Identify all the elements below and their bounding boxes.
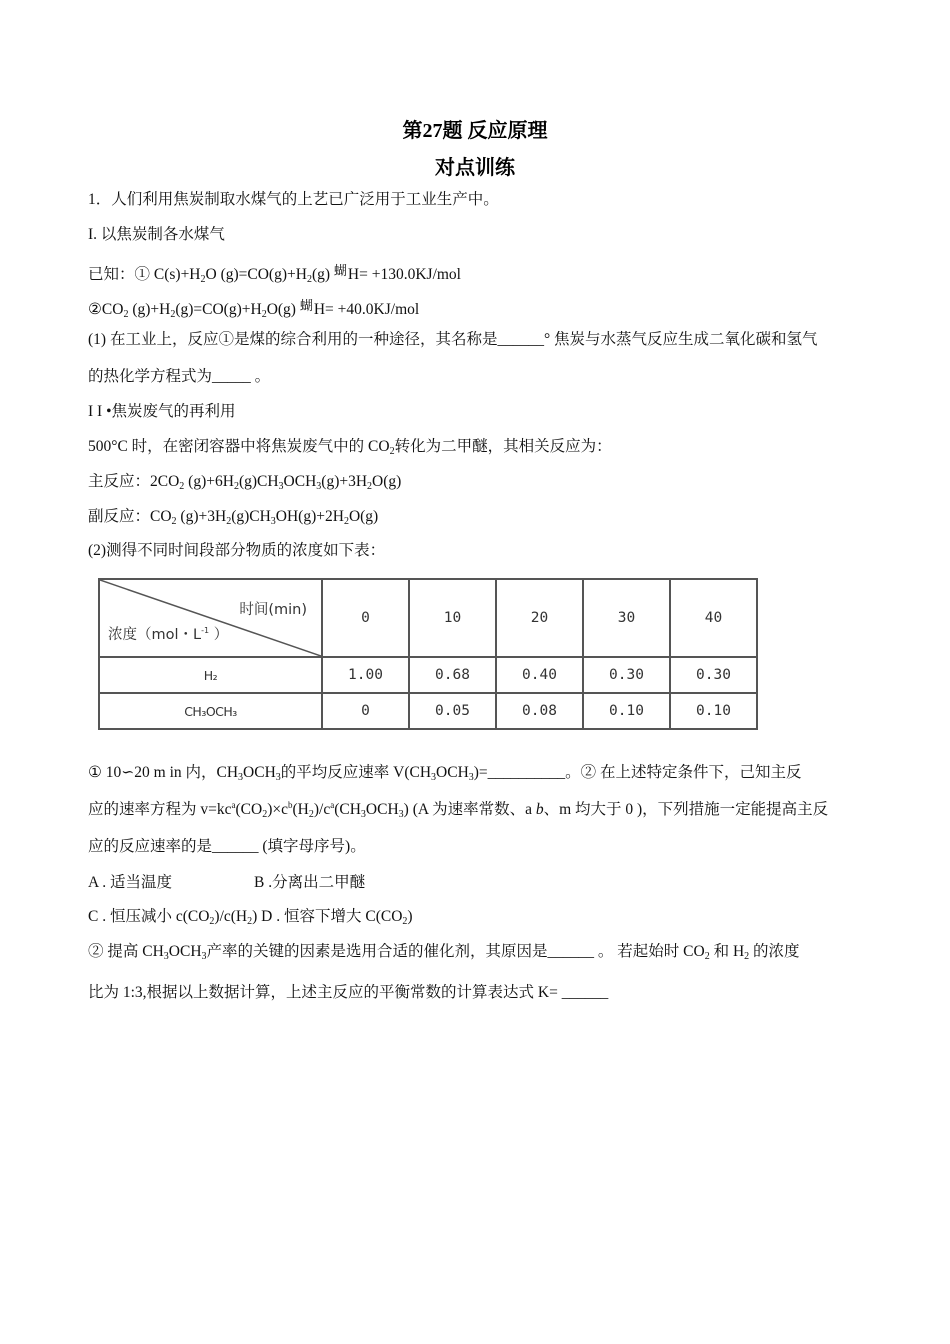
table-row <box>99 657 757 693</box>
option-b: B .分离出二甲醚 <box>254 874 366 891</box>
question-intro: 1．人们利用焦炭制取水煤气的上艺已广泛用于工业生产中。 <box>88 191 499 208</box>
equilibrium-question: 比为 1:3,根据以上数据计算，上述主反应的平衡常数的计算表达式 K= ______ <box>88 984 609 1001</box>
table-corner-cell <box>99 579 322 657</box>
table-cell: 0.30 <box>670 657 757 693</box>
subquestion-rate: ① 10∽20 m in 内，$CH_3OCH_3$的平均反应速率 $V(CH_3OCH_3)=\_\_\_\_\_\_\_\_\_\_$。② 在上述特定条件下，己知主反 <box>88 764 802 783</box>
question-part-2: (2)测得不同时间段部分物质的浓度如下表： <box>88 542 386 559</box>
table-cell: 0.10 <box>670 693 757 729</box>
table-header-time: 10 <box>409 579 496 657</box>
subquestion-yield: ② 提高 $CH_3OCH_3$产率的关键的因素是选用合适的催化剂，其原因是______ 。 若起始时 $CO_2$ 和 $H_2$ 的浓度 <box>88 943 800 962</box>
header-conc-label: 浓度（mol・$L^{-1}$ ） <box>108 626 229 643</box>
table-header-time: 20 <box>496 579 583 657</box>
table-row-species: H₂ <box>99 657 322 693</box>
section-one-heading: I. 以焦炭制各水煤气 <box>88 226 225 243</box>
question-part-1-cont: 的热化学方程式为_____ 。 <box>88 368 271 385</box>
rate-equation-line: 应的速率方程为 $v=kc^a(CO_2)\times c^b(H_2)/c^a(CH_3OCH_3)$ (A 为速率常数、a b、m 均大于 0 )，下列措施一定能提高主反 <box>88 800 829 820</box>
table-row <box>99 693 757 729</box>
table-cell: 0 <box>322 693 409 729</box>
table-cell: 0.05 <box>409 693 496 729</box>
table-header-time: 40 <box>670 579 757 657</box>
table-cell: 0.40 <box>496 657 583 693</box>
table-cell: 0.30 <box>583 657 670 693</box>
option-a: A . 适当温度 <box>88 874 172 891</box>
section-two-intro: 500°C 时，在密闭容器中将焦炭废气中的 $CO_2$转化为二甲醚，其相关反应为： <box>88 438 612 457</box>
main-reaction: 主反应：$2CO_2$ $(g)+6H_2(g)CH_3OCH_3(g)+3H_2O(g)$ <box>88 473 402 492</box>
rate-question-line: 应的反应速率的是______ (填字母序号)。 <box>88 838 366 855</box>
table-header-time: 0 <box>322 579 409 657</box>
options-c-d: C . 恒压减小 $c(CO_2)/c(H_2)$ D . 恒容下增大 $C(CO_2)$ <box>88 908 413 927</box>
header-time-label: 时间(min) <box>239 602 307 618</box>
table-cell: 0.68 <box>409 657 496 693</box>
concentration-table <box>98 578 758 730</box>
page-subtitle: 对点训练 <box>435 157 515 179</box>
side-reaction: 副反应：$CO_2$ $(g)+3H_2(g)CH_3OH(g)+2H_2O(g)$ <box>88 508 379 527</box>
known-reaction-one: 已知：① $C(s)+H_2O$ $(g)=CO(g)+H_2(g)$ $^蝴$H= +130.0KJ/mol <box>88 263 461 285</box>
table-cell: 0.10 <box>583 693 670 729</box>
table-cell: 1.00 <box>322 657 409 693</box>
question-part-1: (1) 在工业上，反应①是煤的综合利用的一种途径，其名称是______° 焦炭与水蒸气反应生成二氧化碳和氢气 <box>88 331 818 348</box>
table-header-row <box>99 579 757 657</box>
known-reaction-two: $②CO_2$ $(g)+H_2(g)=CO(g)+H_2O(g)$ $^蝴$H= +40.0KJ/mol <box>88 298 420 320</box>
table-header-time: 30 <box>583 579 670 657</box>
section-two-heading: I I •焦炭废气的再利用 <box>88 403 236 420</box>
page-title: 第27题 反应原理 <box>402 120 548 142</box>
table-cell: 0.08 <box>496 693 583 729</box>
table-row-species: CH₃OCH₃ <box>99 693 322 729</box>
